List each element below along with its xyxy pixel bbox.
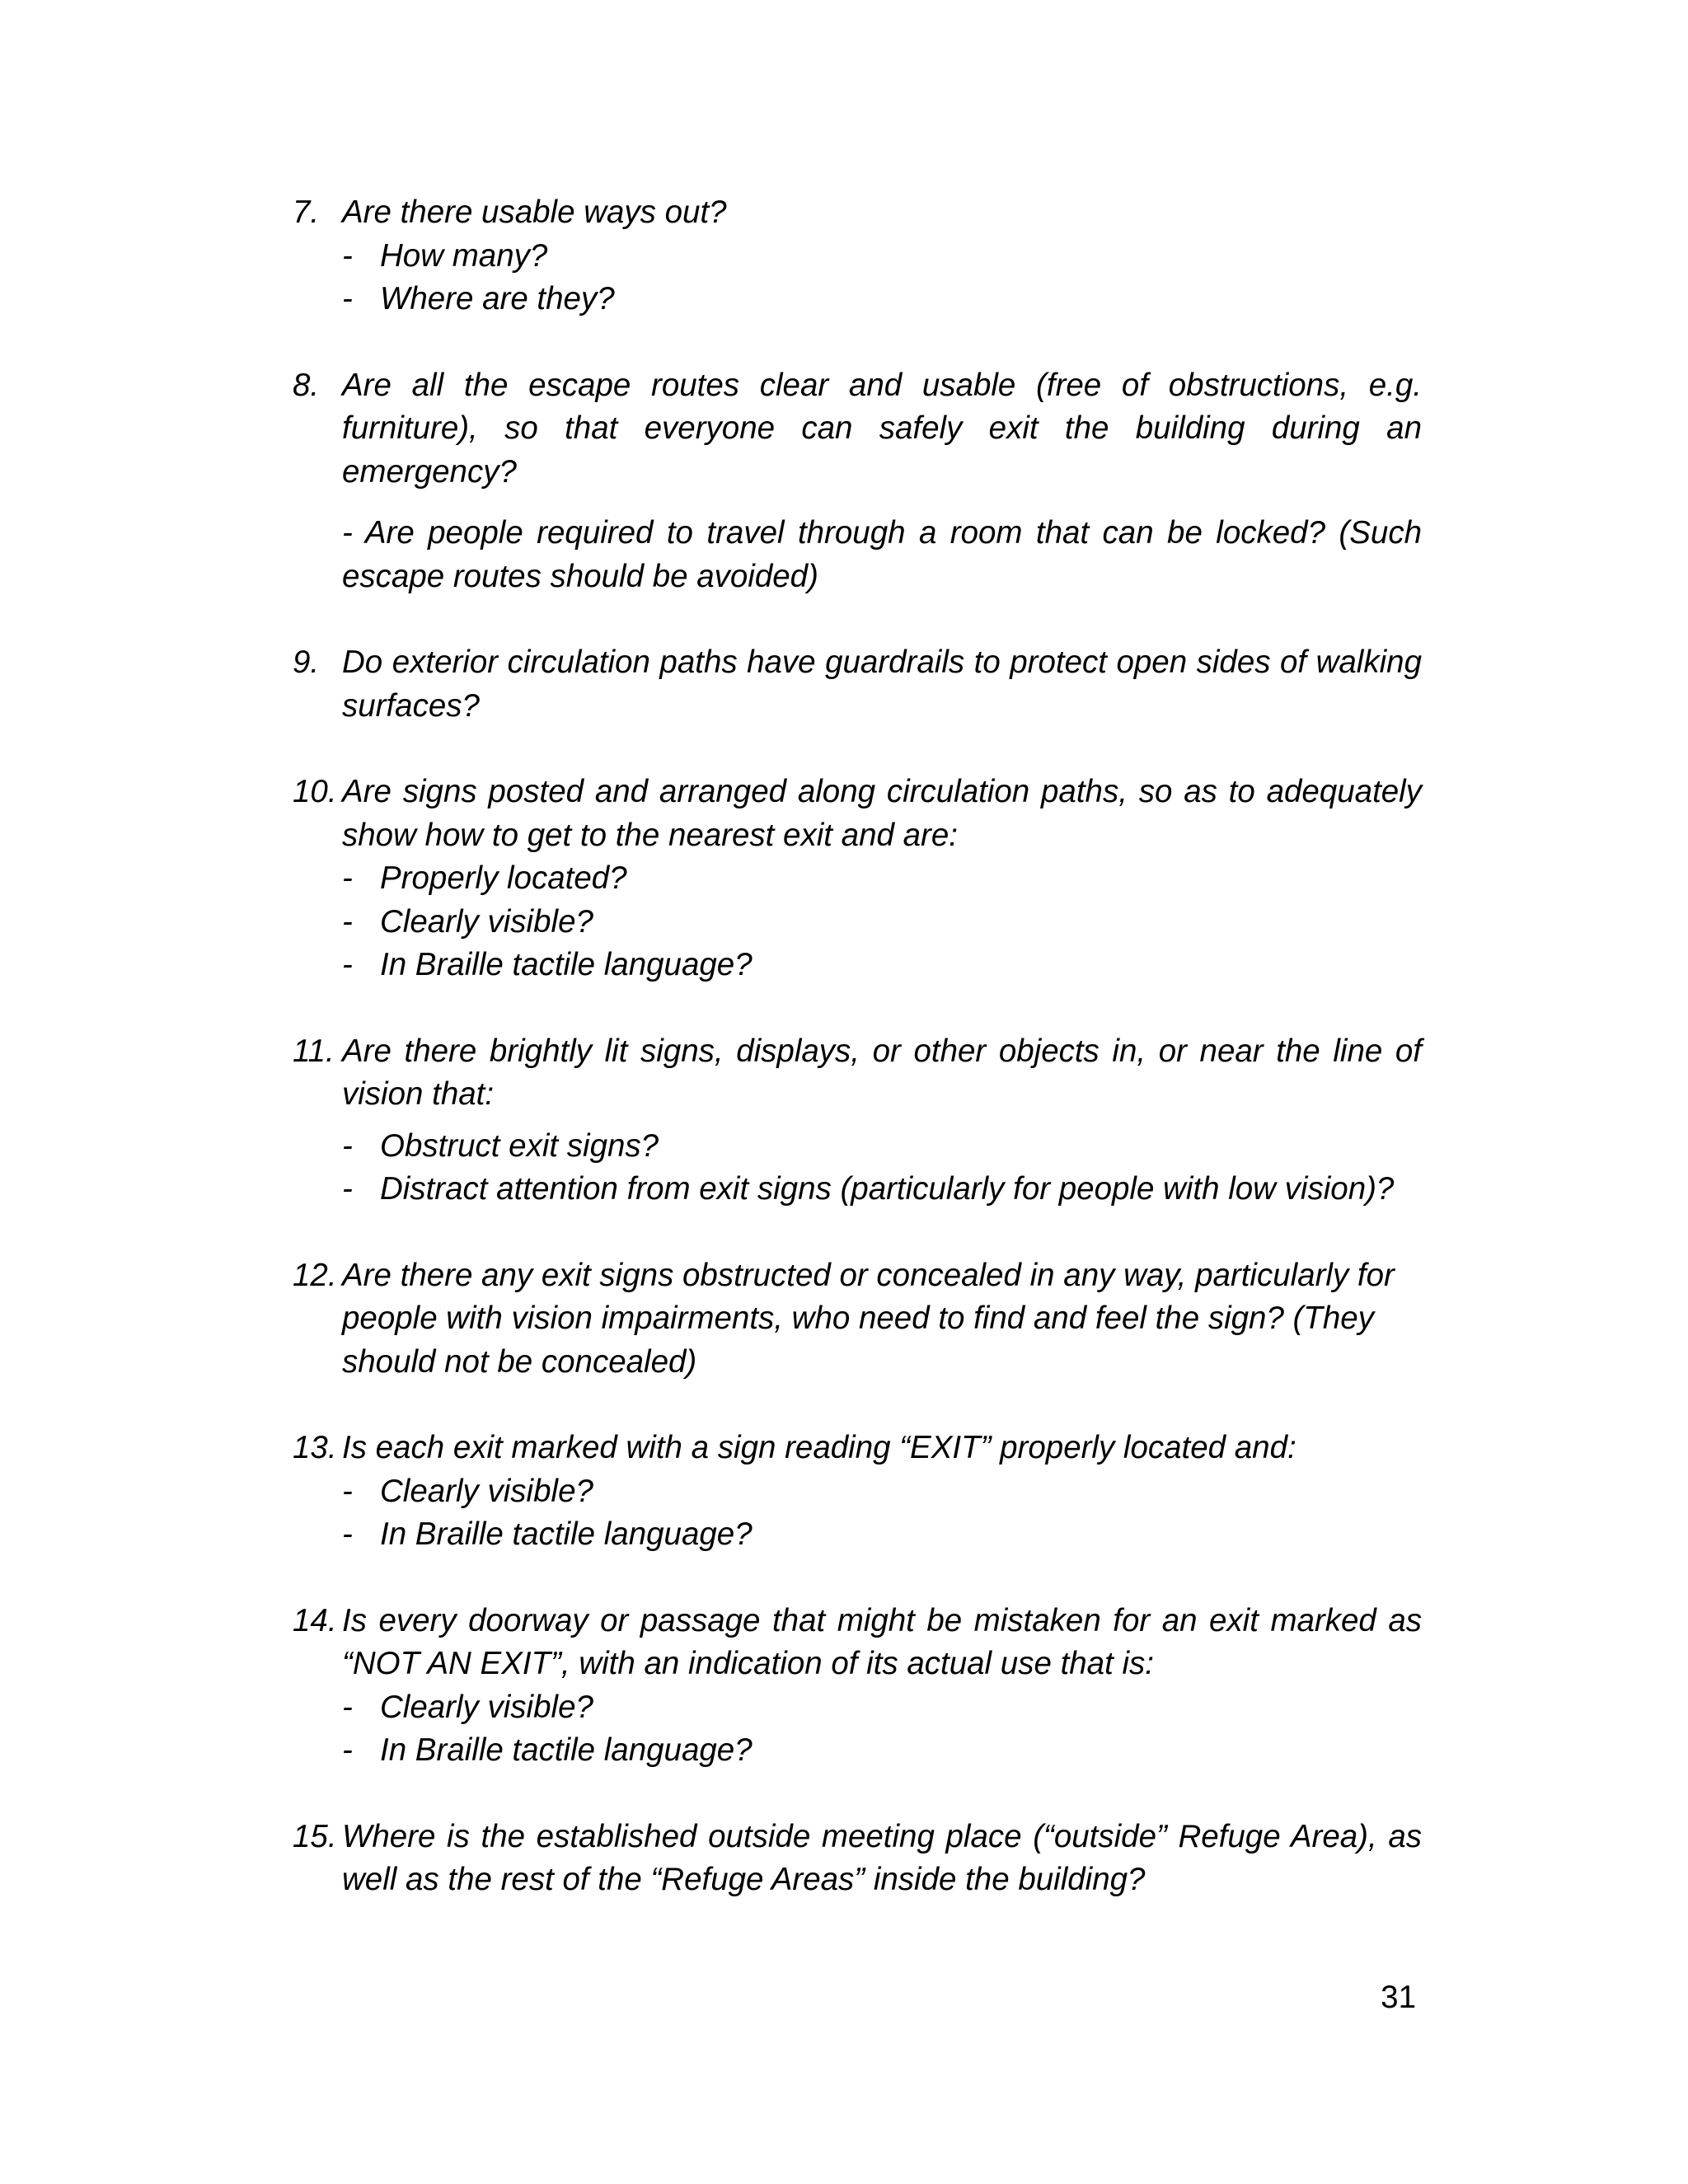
sub-item-text: Properly located?	[380, 860, 627, 896]
dash-bullet: -	[342, 237, 353, 274]
sub-item	[342, 857, 1422, 901]
question-number: 10.	[293, 774, 337, 809]
question-text: Where is the established outside meeting place (“outside” Refuge Area), as well as the rest of the “Refuge Areas” inside the building?	[342, 1818, 1422, 1897]
question-number: 15.	[293, 1818, 337, 1854]
sub-item-text: In Braille tactile language?	[380, 1516, 753, 1552]
sub-item-text: Where are they?	[380, 281, 615, 316]
sub-item-text: In Braille tactile language?	[380, 1732, 753, 1768]
question-text: Are there brightly lit signs, displays, or other objects in, or near the line of vision that:	[342, 1033, 1422, 1112]
question-15	[293, 1816, 1422, 1902]
sub-item-text: Obstruct exit signs?	[380, 1127, 659, 1164]
question-number: 12.	[293, 1257, 337, 1293]
question-14	[293, 1600, 1422, 1773]
question-8	[293, 364, 1422, 599]
question-11	[293, 1030, 1422, 1212]
dash-bullet: -	[342, 1732, 353, 1768]
sub-item	[342, 1470, 1422, 1514]
dash-bullet: -	[342, 1689, 353, 1725]
sub-item-text: Clearly visible?	[380, 1689, 593, 1725]
sub-item	[342, 1729, 1422, 1773]
sub-item-text: In Braille tactile language?	[380, 947, 753, 982]
question-list	[293, 191, 1422, 1945]
sub-item	[342, 944, 1422, 987]
sub-item-text: Distract attention from exit signs (particularly for people with low vision)?	[380, 1171, 1395, 1207]
page-number: 31	[1381, 1980, 1416, 2015]
sub-item	[342, 1168, 1422, 1212]
sub-item-text: Clearly visible?	[380, 903, 593, 940]
question-13	[293, 1427, 1422, 1557]
question-text: Are signs posted and arranged along circulation paths, so as to adequately show how to get to the nearest exit and are:	[342, 774, 1422, 853]
question-9	[293, 641, 1422, 728]
sub-item-text: Clearly visible?	[380, 1473, 593, 1509]
question-number: 7.	[293, 194, 320, 230]
dash-bullet: -	[342, 903, 353, 940]
sub-item	[342, 1686, 1422, 1730]
question-7	[293, 191, 1422, 321]
question-text: Are all the escape routes clear and usable (free of obstructions, e.g. furniture), so that everyone can safely exit the building during an emergency?	[342, 367, 1422, 490]
sub-item	[342, 235, 1422, 279]
sub-item	[342, 901, 1422, 944]
question-number: 11.	[293, 1033, 335, 1069]
dash-bullet: -	[342, 947, 353, 982]
question-text: Is each exit marked with a sign reading “EXIT” properly located and:	[342, 1430, 1296, 1465]
sub-item	[342, 278, 1422, 321]
sub-item	[342, 1513, 1422, 1557]
dash-bullet: -	[342, 860, 353, 896]
dash-bullet: -	[342, 1473, 353, 1509]
question-text: Do exterior circulation paths have guardrails to protect open sides of walking surfaces?	[342, 644, 1422, 724]
sub-item-text: How many?	[380, 237, 548, 274]
dash-bullet: -	[342, 1516, 353, 1552]
sub-item	[342, 1125, 1422, 1169]
question-12	[293, 1254, 1422, 1385]
dash-bullet: -	[342, 281, 353, 316]
dash-bullet: -	[342, 1127, 353, 1164]
question-text: Are there usable ways out?	[342, 194, 727, 230]
dash-bullet: -	[342, 1171, 353, 1207]
question-note: - Are people required to travel through a room that can be locked? (Such escape routes should be avoided)	[342, 515, 1422, 594]
question-number: 9.	[293, 644, 320, 680]
question-10	[293, 771, 1422, 987]
question-number: 14.	[293, 1602, 337, 1638]
question-text: Are there any exit signs obstructed or concealed in any way, particularly for people with vision impairments, who need to find and feel the sign? (They should not be concealed)	[342, 1257, 1395, 1380]
question-text: Is every doorway or passage that might be mistaken for an exit marked as “NOT AN EXIT”, with an indication of its actual use that is:	[342, 1602, 1422, 1681]
question-number: 8.	[293, 367, 320, 403]
question-number: 13.	[293, 1430, 337, 1465]
